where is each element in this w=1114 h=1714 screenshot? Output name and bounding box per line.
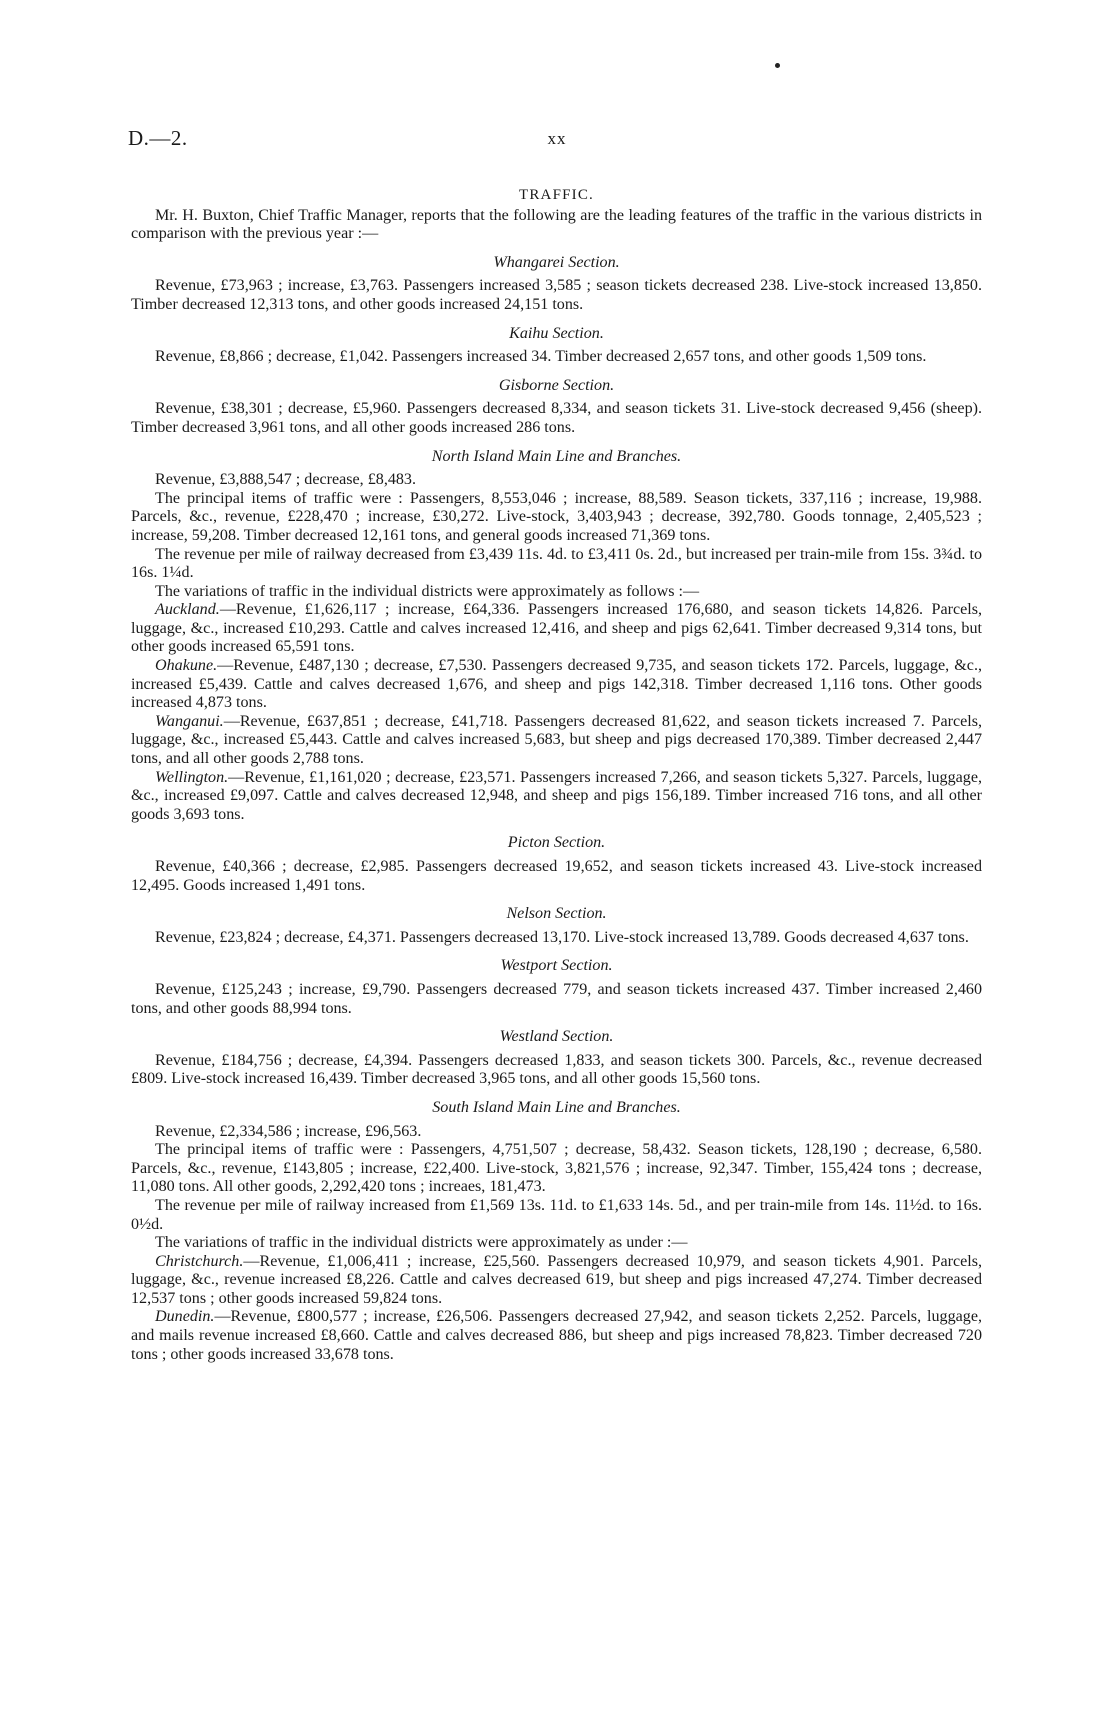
paragraph-auckland [131, 601, 982, 657]
paragraph-south-per-mile: The revenue per mile of railway increased from £1,569 13s. 11d. to £1,633 14s. 5d., and per train-mile from 14s. 11½d. to 16s. 0½d. [131, 1196, 982, 1233]
page-number: xx [547, 129, 567, 148]
intro-paragraph: Mr. H. Buxton, Chief Traffic Manager, reports that the following are the leading features of the traffic in the various districts in comparison with the previous year :— [131, 206, 982, 243]
paragraph-whangarei: Revenue, £73,963 ; increase, £3,763. Passengers increased 3,585 ; season tickets decreased 238. Live-stock increased 13,850. Timber decreased 12,313 tons, and other goods increased 24,151 tons. [131, 277, 982, 313]
district-name-auckland: Auckland. [155, 601, 220, 619]
district-text-ohakune: —Revenue, £487,130 ; decrease, £7,530. Passengers decreased 9,735, and season tickets 172. Parcels, luggage, &c., increased £5,439. Cattle and calves decreased 1,676, and sheep and pigs 142,318. Timber decreased 1,116 tons. Other goods increased 4,873 tons. [131, 657, 982, 712]
paragraph-south-principal: The principal items of traffic were : Passengers, 4,751,507 ; decrease, 58,432. Season tickets, 128,190 ; decrease, 6,580. Parcels, &c., revenue, £143,805 ; increase, £22,400. Live-stock, 3,821,576 ; increase, 92,347. Timber, 155,424 tons ; decrease, 11,080 tons. All other goods, 2,292,420 tons ; increaes, 181,473. [131, 1141, 982, 1196]
paragraph-north-principal: The principal items of traffic were : Passengers, 8,553,046 ; increase, 88,589. Season tickets, 337,116 ; increase, 19,988. Parcels, &c., revenue, £228,470 ; increase, £30,272. Live-stock, 3,403,943 ; decrease, 392,780. Goods tonnage, 2,405,523 ; increase, 59,208. Timber decreased 12,161 tons, and general goods increased 71,369 tons. [131, 489, 982, 544]
paragraph-picton: Revenue, £40,366 ; decrease, £2,985. Passengers decreased 19,652, and season tickets increased 43. Live-stock increased 12,495. Goods increased 1,491 tons. [131, 858, 982, 894]
district-text-wanganui: —Revenue, £637,851 ; decrease, £41,718. Passengers decreased 81,622, and season tickets increased 7. Parcels, luggage, &c., increased £5,443. Cattle and calves increased 5,683, but sheep and pigs decreased 170,389. Timber decreased 2,447 tons, and all other goods 2,788 tons. [131, 712, 982, 768]
district-name-wellington: Wellington. [155, 768, 229, 786]
paragraph-ohakune [131, 657, 982, 713]
paragraph-north-revenue: Revenue, £3,888,547 ; decrease, £8,483. [155, 471, 417, 489]
district-name-wanganui: Wanganui. [155, 712, 224, 730]
section-heading-westland: Westland Section. [499, 1028, 614, 1046]
paragraph-kaihu: Revenue, £8,866 ; decrease, £1,042. Passengers increased 34. Timber decreased 2,657 tons, and other goods 1,509 tons. [155, 348, 927, 366]
paragraph-gisborne: Revenue, £38,301 ; decrease, £5,960. Passengers decreased 8,334, and season tickets 31. Live-stock decreased 9,456 (sheep). Timber decreased 3,961 tons, and all other goods increased 286 tons. [131, 400, 982, 436]
paragraph-north-variations: The variations of traffic in the individual districts were approximately as follows :— [155, 582, 700, 600]
paragraph-nelson: Revenue, £23,824 ; decrease, £4,371. Passengers decreased 13,170. Live-stock increased 13,789. Goods decreased 4,637 tons. [155, 928, 969, 946]
paragraph-dunedin [131, 1308, 982, 1364]
paragraph-westland: Revenue, £184,756 ; decrease, £4,394. Passengers decreased 1,833, and season tickets 300. Parcels, &c., revenue decreased £809. Live-stock increased 16,439. Timber decreased 3,965 tons, and all other goods 15,560 tons. [131, 1051, 982, 1088]
district-text-dunedin: —Revenue, £800,577 ; increase, £26,506. Passengers decreased 27,942, and season tickets 2,252. Parcels, luggage, and mails revenue increased £8,660. Cattle and calves decreased 886, but sheep and pigs increased 78,823. Timber decreased 720 tons ; other goods increased 33,678 tons. [131, 1308, 982, 1363]
paragraph-north-per-mile: The revenue per mile of railway decreased from £3,439 11s. 4d. to £3,411 0s. 2d., but increased per train-mile from 15s. 3¾d. to 16s. 1¼d. [131, 545, 982, 582]
paragraph-south-revenue: Revenue, £2,334,586 ; increase, £96,563. [155, 1122, 422, 1140]
paragraph-south-variations: The variations of traffic in the individual districts were approximately as under :— [155, 1234, 688, 1252]
ink-speck [775, 63, 780, 68]
section-heading-south-island: South Island Main Line and Branches. [432, 1098, 681, 1116]
section-heading-whangarei: Whangarei Section. [493, 253, 620, 271]
district-name-dunedin: Dunedin. [155, 1308, 215, 1326]
district-name-christchurch: Christchurch. [155, 1252, 244, 1270]
section-heading-north-island: North Island Main Line and Branches. [431, 447, 682, 465]
document-reference: D.—2. [128, 126, 188, 150]
paragraph-christchurch [131, 1253, 982, 1309]
district-text-christchurch: —Revenue, £1,006,411 ; increase, £25,560. Passengers decreased 10,979, and season tickets 4,901. Parcels, luggage, &c., revenue increased £8,226. Cattle and calves decreased 619, but sheep and pigs increased 47,274. Timber decreased 12,537 tons ; other goods increased 59,824 tons. [131, 1252, 982, 1307]
paragraph-wellington [131, 769, 982, 825]
document-body [131, 186, 982, 1364]
district-name-ohakune: Ohakune. [155, 657, 218, 675]
district-text-auckland: —Revenue, £1,626,117 ; increase, £64,336. Passengers increased 176,680, and season tickets 14,826. Parcels, luggage, &c., increased £10,293. Cattle and calves increased 12,416, and sheep and pigs 62,641. Timber decreased 9,314 tons, but other goods increased 65,591 tons. [131, 601, 982, 656]
section-heading-picton: Picton Section. [507, 834, 606, 852]
section-heading-gisborne: Gisborne Section. [498, 376, 615, 394]
paragraph-wanganui [131, 713, 982, 769]
page-title: TRAFFIC. [518, 187, 595, 203]
section-heading-kaihu: Kaihu Section. [509, 324, 604, 342]
section-heading-nelson: Nelson Section. [506, 905, 607, 923]
district-text-wellington: —Revenue, £1,161,020 ; decrease, £23,571. Passengers increased 7,266, and season tickets 5,327. Parcels, luggage, &c., increased £9,097. Cattle and calves decreased 12,948, and sheep and pigs 156,189. Timber increased 716 tons, and all other goods 3,693 tons. [131, 768, 982, 823]
paragraph-westport: Revenue, £125,243 ; increase, £9,790. Passengers decreased 779, and season tickets increased 437. Timber increased 2,460 tons, and other goods 88,994 tons. [131, 980, 982, 1017]
section-heading-westport: Westport Section. [500, 957, 613, 975]
